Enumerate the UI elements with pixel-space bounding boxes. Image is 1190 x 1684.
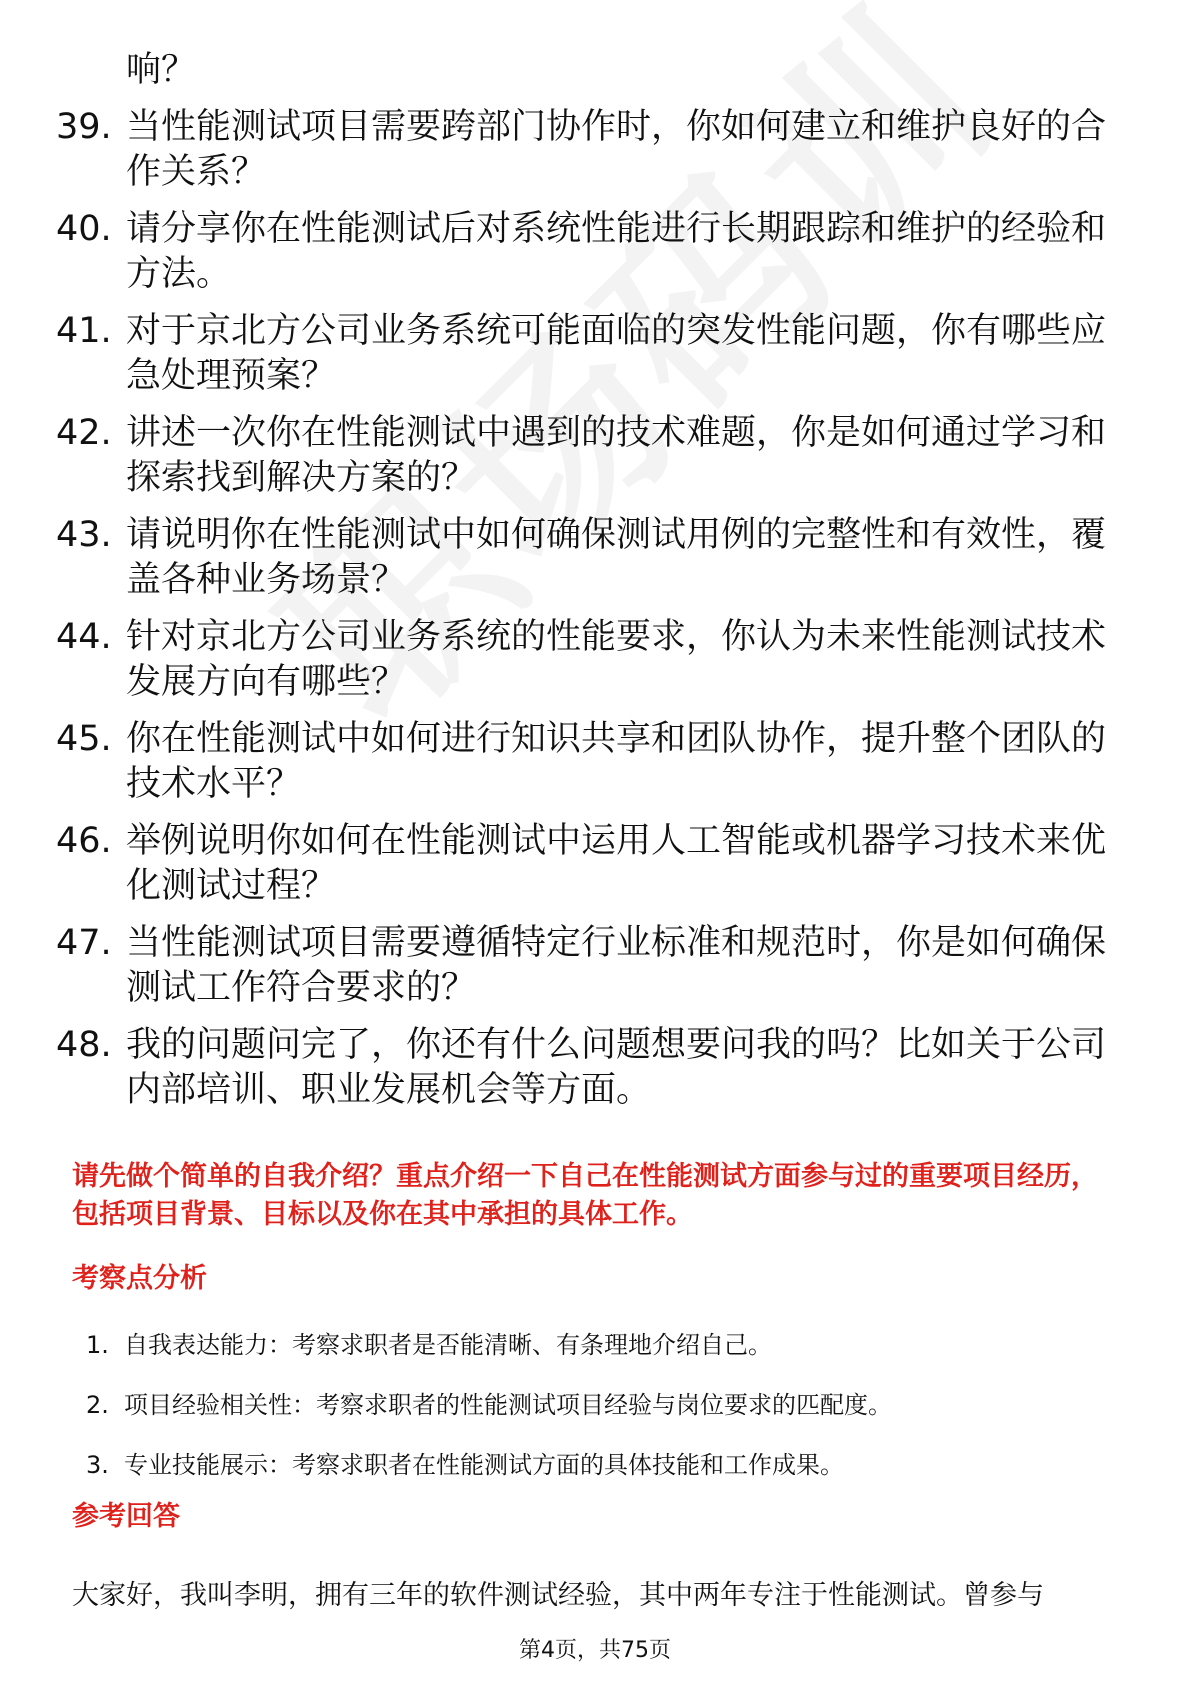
question-text: 讲述一次你在性能测试中遇到的技术难题，你是如何通过学习和探索找到解决方案的？ xyxy=(126,413,1107,498)
page-footer: 第4页，共75页 xyxy=(519,1638,671,1663)
point-text: 项目经验相关性：考察求职者的性能测试项目经验与岗位要求的匹配度。 xyxy=(124,1391,892,1419)
question-text: 对于京北方公司业务系统可能面临的突发性能问题，你有哪些应急处理预案？ xyxy=(126,311,1107,396)
question-text: 我的问题问完了，你还有什么问题想要问我的吗？比如关于公司内部培训、职业发展机会等方面。 xyxy=(126,1025,1107,1110)
question-number: 48. xyxy=(56,1025,112,1065)
question-text: 针对京北方公司业务系统的性能要求，你认为未来性能测试技术发展方向有哪些？ xyxy=(126,617,1107,702)
question-item xyxy=(56,309,1116,399)
question-number: 39. xyxy=(56,107,112,147)
question-item xyxy=(56,207,1116,297)
point-number: 2. xyxy=(86,1391,109,1419)
question-list xyxy=(56,48,1116,1125)
analysis-point xyxy=(86,1448,1116,1482)
point-text: 专业技能展示：考察求职者在性能测试方面的具体技能和工作成果。 xyxy=(124,1451,844,1479)
question-text: 请分享你在性能测试后对系统性能进行长期跟踪和维护的经验和方法。 xyxy=(126,209,1107,294)
question-item xyxy=(56,819,1116,909)
question-item xyxy=(56,1023,1116,1113)
analysis-point xyxy=(86,1328,1116,1362)
question-item xyxy=(56,513,1116,603)
question-number: 42. xyxy=(56,413,112,453)
question-text: 当性能测试项目需要遵循特定行业标准和规范时，你是如何确保测试工作符合要求的？ xyxy=(126,923,1107,1008)
question-number: 40. xyxy=(56,209,112,249)
question-number: 41. xyxy=(56,311,112,351)
question-text: 举例说明你如何在性能测试中运用人工智能或机器学习技术来优化测试过程？ xyxy=(126,821,1107,906)
question-item xyxy=(56,921,1116,1011)
question-continuation: 响？ xyxy=(126,50,197,90)
question-item xyxy=(56,411,1116,501)
analysis-point xyxy=(86,1388,1116,1422)
question-number: 47. xyxy=(56,923,112,963)
highlight-question: 请先做个简单的自我介绍？重点介绍一下自己在性能测试方面参与过的重要项目经历，包括项目背景、目标以及你在其中承担的具体工作。 xyxy=(72,1161,1098,1230)
question-number: 43. xyxy=(56,515,112,555)
question-item xyxy=(56,717,1116,807)
reference-heading: 参考回答 xyxy=(72,1501,180,1532)
analysis-heading: 考察点分析 xyxy=(72,1263,207,1294)
reference-answer: 大家好，我叫李明，拥有三年的软件测试经验，其中两年专注于性能测试。曾参与 xyxy=(72,1580,1044,1611)
question-number: 44. xyxy=(56,617,112,657)
question-item xyxy=(56,105,1116,195)
question-text: 当性能测试项目需要跨部门协作时，你如何建立和维护良好的合作关系？ xyxy=(126,107,1107,192)
question-number: 46. xyxy=(56,821,112,861)
analysis-points xyxy=(86,1328,1116,1508)
question-item xyxy=(56,615,1116,705)
question-text: 你在性能测试中如何进行知识共享和团队协作，提升整个团队的技术水平？ xyxy=(126,719,1107,804)
point-number: 1. xyxy=(86,1331,109,1359)
question-number: 45. xyxy=(56,719,112,759)
point-number: 3. xyxy=(86,1451,109,1479)
point-text: 自我表达能力：考察求职者是否能清晰、有条理地介绍自己。 xyxy=(124,1331,772,1359)
question-text: 请说明你在性能测试中如何确保测试用例的完整性和有效性，覆盖各种业务场景？ xyxy=(126,515,1107,600)
